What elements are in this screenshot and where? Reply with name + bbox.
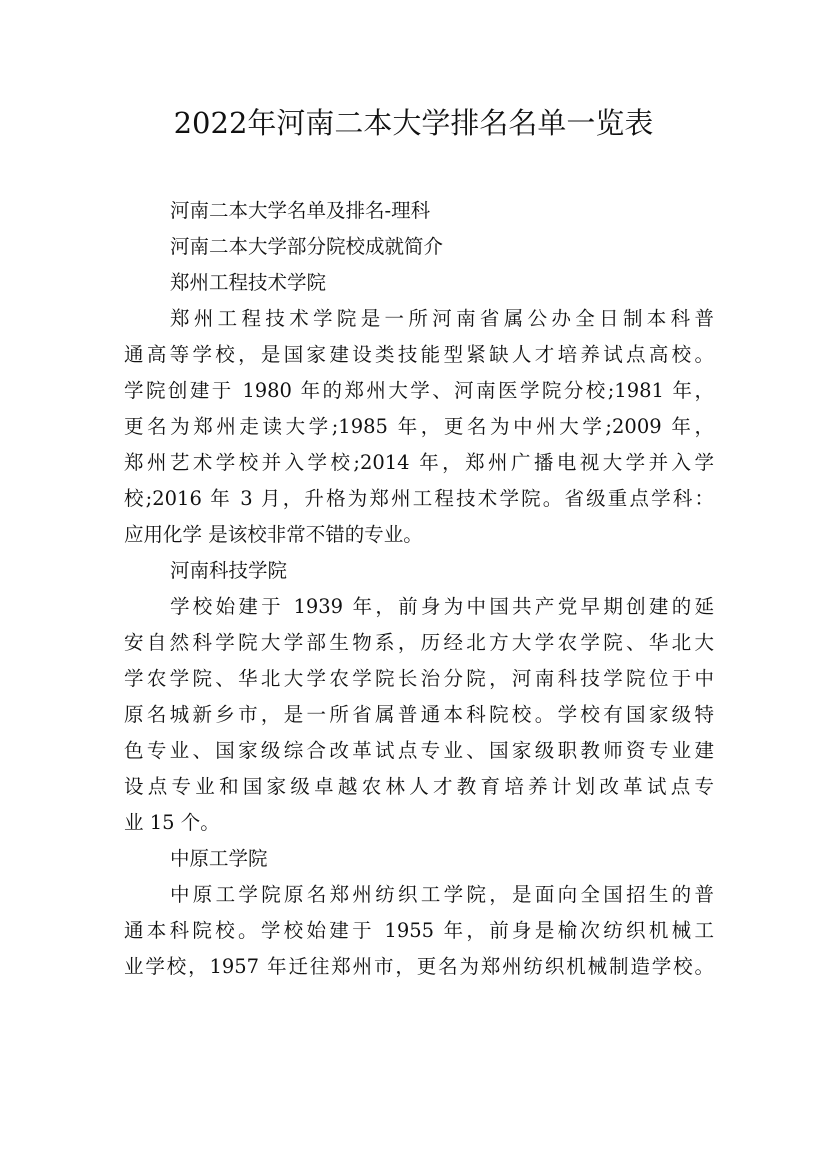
heading-zhongyuan: 中原工学院 bbox=[170, 847, 268, 870]
paragraph-line: 业学校，1957 年迁往郑州市，更名为郑州纺织机械制造学校。 bbox=[124, 955, 714, 978]
paragraph-line: 郑州艺术学校并入学校;2014 年，郑州广播电视大学并入学 bbox=[124, 451, 714, 474]
heading-henan-tech: 河南科技学院 bbox=[170, 559, 288, 582]
document-body bbox=[124, 193, 714, 985]
heading-ranking-list: 河南二本大学名单及排名-理科 bbox=[170, 199, 431, 222]
paragraph-line: 应用化学 是该校非常不错的专业。 bbox=[124, 523, 423, 546]
heading-zhengzhou-institute: 郑州工程技术学院 bbox=[170, 271, 327, 294]
heading-achievements: 河南二本大学部分院校成就简介 bbox=[170, 235, 444, 258]
paragraph-line: 更名为郑州走读大学;1985 年，更名为中州大学;2009 年， bbox=[124, 415, 714, 438]
paragraph-line: 色专业、国家级综合改革试点专业、国家级职教师资专业建 bbox=[124, 739, 714, 762]
paragraph-line: 校;2016 年 3 月，升格为郑州工程技术学院。省级重点学科： bbox=[124, 487, 714, 510]
paragraph-line: 设点专业和国家级卓越农林人才教育培养计划改革试点专 bbox=[124, 775, 714, 798]
paragraph-line: 原名城新乡市，是一所省属普通本科院校。学校有国家级特 bbox=[124, 703, 714, 726]
paragraph-line: 业 15 个。 bbox=[124, 811, 220, 834]
paragraph-line: 中原工学院原名郑州纺织工学院，是面向全国招生的普 bbox=[170, 883, 714, 906]
paragraph-line: 学农学院、华北大学农学院长治分院，河南科技学院位于中 bbox=[124, 667, 714, 690]
document-title: 2022年河南二本大学排名名单一览表 bbox=[173, 106, 654, 140]
paragraph-line: 学校始建于 1939 年，前身为中国共产党早期创建的延 bbox=[170, 595, 714, 618]
paragraph-line: 学院创建于 1980 年的郑州大学、河南医学院分校;1981 年， bbox=[124, 379, 714, 402]
paragraph-line: 通高等学校，是国家建设类技能型紧缺人才培养试点高校。 bbox=[124, 343, 714, 366]
paragraph-line: 安自然科学院大学部生物系，历经北方大学农学院、华北大 bbox=[124, 631, 714, 654]
paragraph-line: 郑州工程技术学院是一所河南省属公办全日制本科普 bbox=[170, 307, 714, 330]
paragraph-line: 通本科院校。学校始建于 1955 年，前身是榆次纺织机械工 bbox=[124, 919, 714, 942]
